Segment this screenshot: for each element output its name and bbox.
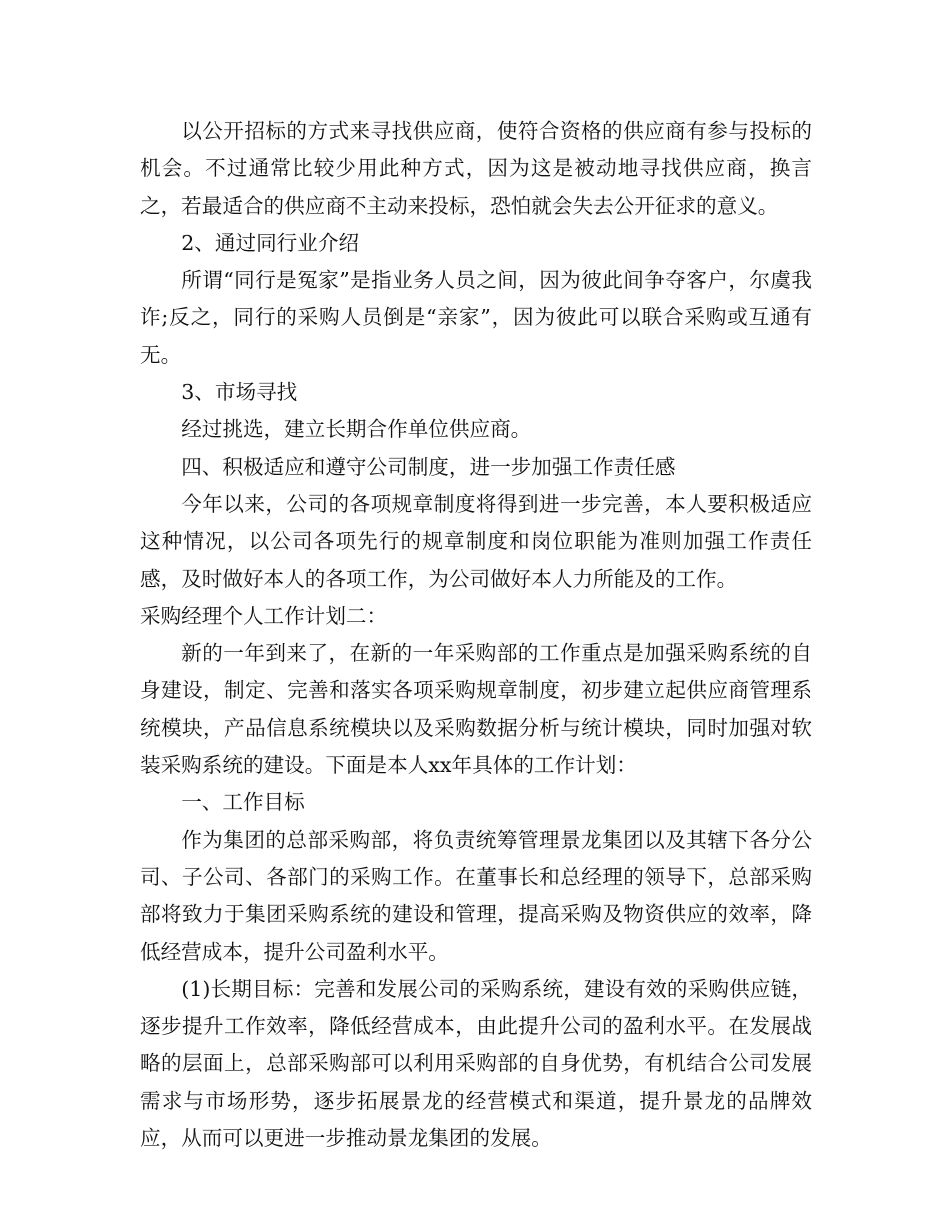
- document-body: [140, 113, 812, 1157]
- paragraph-market-search: 经过挑选，建立长期合作单位供应商。: [181, 417, 532, 442]
- paragraph-headquarters: 作为集团的总部采购部，将负责统筹管理景龙集团以及其辖下各分公司、子公司、各部门的采购工作。在董事长和总经理的领导下，总部采购部将致力于集团采购系统的建设和管理，提高采购及物资供应的效率，降低经营成本，提升公司盈利水平。: [140, 827, 812, 964]
- heading-section-four: 四、积极适应和遵守公司制度，进一步加强工作责任感: [181, 454, 676, 479]
- heading-work-goals: 一、工作目标: [181, 790, 305, 815]
- paragraph-company-rules: 今年以来，公司的各项规章制度将得到进一步完善，本人要积极适应这种情况，以公司各项先行的规章制度和岗位职能为准则加强工作责任感，及时做好本人的各项工作，为公司做好本人力所能及的工作。: [140, 491, 812, 591]
- paragraph-new-year: 新的一年到来了，在新的一年采购部的工作重点是加强采购系统的自身建设，制定、完善和落实各项采购规章制度，初步建立起供应商管理系统模块，产品信息系统模块以及采购数据分析与统计模块，同时加强对软装采购系统的建设。下面是本人xx年具体的工作计划：: [140, 641, 812, 778]
- paragraph-industry-referral: 所谓“同行是冤家”是指业务人员之间，因为彼此间争夺客户，尔虞我诈;反之，同行的采购人员倒是“亲家”，因为彼此可以联合采购或互通有无。: [140, 268, 812, 367]
- heading-market-search: 3、市场寻找: [181, 380, 298, 405]
- paragraph-open-tender: 以公开招标的方式来寻找供应商，使符合资格的供应商有参与投标的机会。不过通常比较少用此种方式，因为这是被动地寻找供应商，换言之，若最适合的供应商不主动来投标，恐怕就会失去公开征求的意义。: [140, 119, 812, 218]
- heading-industry-referral: 2、通过同行业介绍: [181, 230, 360, 255]
- paragraph-long-term-goal: (1)长期目标：完善和发展公司的采购系统，建设有效的采购供应链，逐步提升工作效率，降低经营成本，由此提升公司的盈利水平。在发展战略的层面上，总部采购部可以利用采购部的自身优势，有机结合公司发展需求与市场形势，逐步拓展景龙的经营模式和渠道，提升景龙的品牌效应，从而可以更进一步推动景龙集团的发展。: [140, 976, 812, 1151]
- plan-two-title: 采购经理个人工作计划二：: [140, 603, 388, 628]
